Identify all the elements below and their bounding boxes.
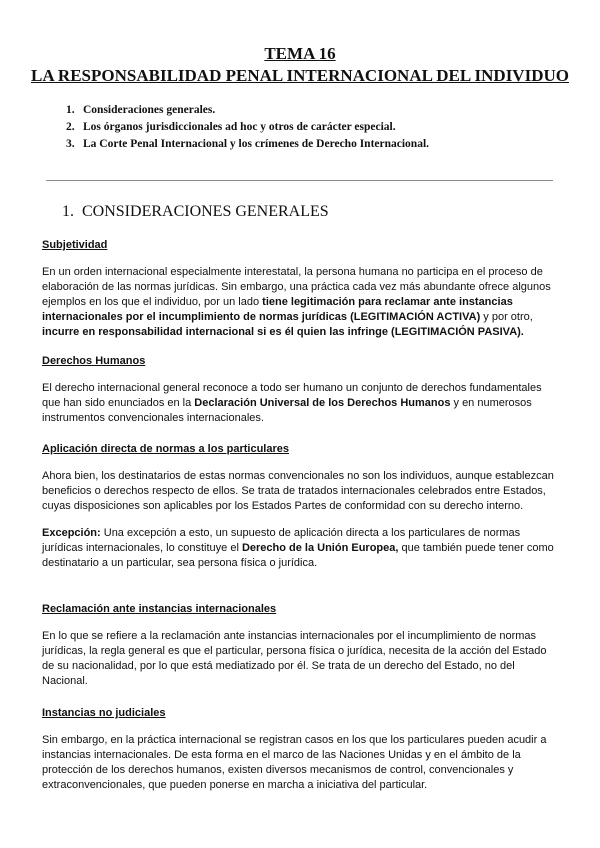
section-title: CONSIDERACIONES GENERALES <box>82 203 329 220</box>
text-run: En un orden internacional especialmente interestatal, la persona humana no participa en el proceso de elaboración de las normas jurídicas. Sin embargo, una práctica cada vez más abundante ofrece algunos ejemplos en los que el individuo, por un lado <box>42 266 551 308</box>
text-run: Una excepción a esto, un supuesto de aplicación directa a los particulares de normas jurídicas internacionales, lo constituye el <box>42 527 521 554</box>
paragraph: Sin embargo, en la práctica internacional se registran casos en los que los particulares pueden acudir a instancias internacionales. De esta forma en el marco de las Naciones Unidas y en el ámbito de la protección de los derechos humanos, existen diversos mecanismos de control, convencionales y extraconvencionales, que pueden ponerse en marcha a iniciativa del particular. <box>42 734 547 791</box>
subheading-reclamacion: Reclamación ante instancias internacionales <box>42 603 277 615</box>
bold-text: Derecho de la Unión Europea, <box>241 542 399 554</box>
toc-item <box>66 104 566 121</box>
text-run: El derecho internacional general reconoce a todo ser humano un conjunto de derechos fundamentales que han sido enunciados en la <box>42 382 542 409</box>
bold-text: Excepción: <box>42 527 101 539</box>
toc-item-text: La Corte Penal Internacional y los crímenes de Derecho Internacional. <box>83 138 430 150</box>
derechos-section <box>42 354 558 426</box>
bold-text: incurre en responsabilidad internacional si es él quien las infringe (LEGITIMACIÓN PASIVA). <box>42 326 524 338</box>
toc-item-text: Consideraciones generales. <box>83 104 216 116</box>
subheading-aplicacion-directa: Aplicación directa de normas a los particulares <box>42 443 289 455</box>
horizontal-divider <box>46 180 553 181</box>
table-of-contents <box>66 104 566 155</box>
toc-item-number: 2. <box>66 121 75 133</box>
toc-item-number: 3. <box>66 138 75 150</box>
document-title: TEMA 16 <box>264 44 336 63</box>
document-subtitle: LA RESPONSABILIDAD PENAL INTERNACIONAL DEL INDIVIDUO <box>31 66 569 85</box>
paragraph <box>42 265 558 340</box>
reclamacion-section <box>42 602 558 689</box>
subjetividad-section <box>42 238 558 340</box>
text-run: y por otro, <box>480 311 533 323</box>
paragraph <box>42 381 558 426</box>
paragraph <box>42 526 558 571</box>
bold-text: Declaración Universal de los Derechos Humanos <box>194 397 451 409</box>
instancias-section <box>42 706 558 793</box>
section-heading <box>62 203 329 221</box>
paragraph: Ahora bien, los destinatarios de estas normas convencionales no son los individuos, aunque establezcan beneficios o derechos respecto de ellos. Se trata de tratados internacionales celebrados entre Estados, cuyas disposiciones son aplicables por los Estados Partes de conformidad con su derecho interno. <box>42 470 554 512</box>
paragraph: En lo que se refiere a la reclamación ante instancias internacionales por el incumplimiento de normas jurídicas, la regla general es que el particular, persona física o jurídica, necesita de la acción del Estado de su nacionalidad, por lo que está mediatizado por él. Se trata de un derecho del Estado, no del Nacional. <box>42 630 547 687</box>
aplicacion-section <box>42 442 558 571</box>
subheading-instancias-no-judiciales: Instancias no judiciales <box>42 707 166 719</box>
subheading-derechos-humanos: Derechos Humanos <box>42 355 146 367</box>
text-run: que también puede tener como destinatario a un particular, sea persona física o jurídica. <box>42 542 554 569</box>
section-number: 1. <box>62 203 74 220</box>
text-run: y en numerosos instrumentos convencionales internacionales. <box>42 397 532 424</box>
toc-item-text: Los órganos jurisdiccionales ad hoc y otros de carácter especial. <box>83 121 396 133</box>
subheading-subjetividad: Subjetividad <box>42 239 108 251</box>
toc-item-number: 1. <box>66 104 75 116</box>
toc-item <box>66 121 566 138</box>
toc-item <box>66 138 566 155</box>
bold-text: tiene legitimación para reclamar ante instancias internacionales por el incumplimiento de normas jurídicas (LEGITIMACIÓN ACTIVA) <box>42 296 513 323</box>
